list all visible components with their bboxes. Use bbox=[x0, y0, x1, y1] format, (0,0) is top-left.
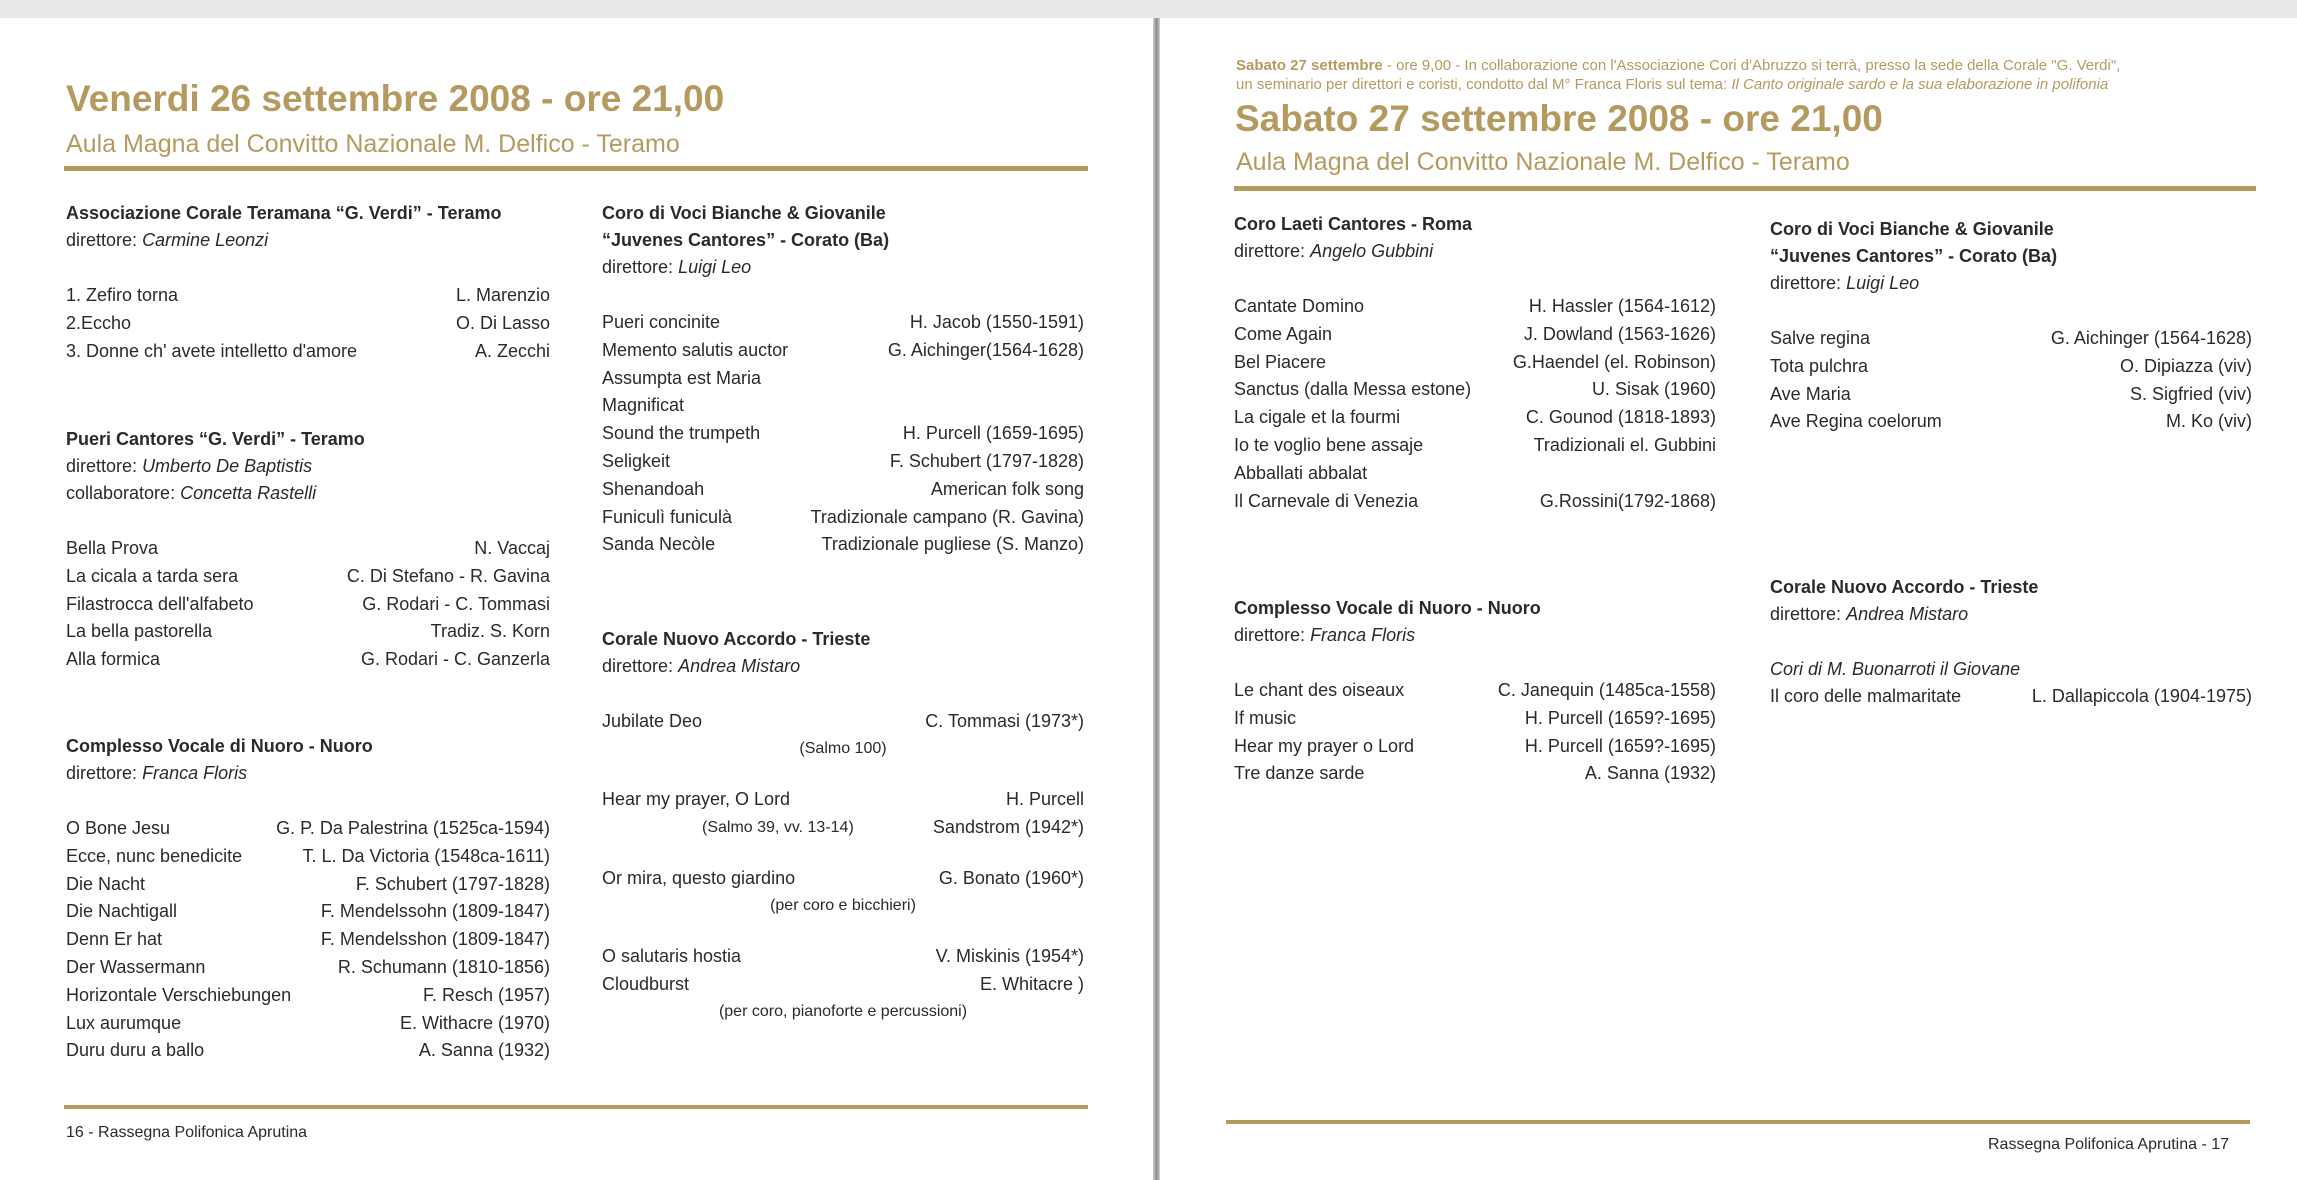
program-item: Or mira, questo giardino G. Bonato (1960*) bbox=[602, 868, 1084, 889]
program-item: Sanctus (dalla Messa estone) U. Sisak (1960) bbox=[1234, 379, 1716, 400]
program-item: Il Carnevale di Venezia G.Rossini(1792-1868) bbox=[1234, 490, 1716, 511]
program-block bbox=[66, 200, 550, 426]
program-block bbox=[1234, 595, 1716, 788]
program-item: Io te voglio bene assaje Tradizionali el. Gubbini bbox=[1234, 434, 1716, 455]
program-item: Jubilate Deo C. Tommasi (1973*) bbox=[602, 711, 1084, 731]
program-block bbox=[1770, 216, 2252, 574]
program-item: La cicala a tarda sera C. Di Stefano - R. Gavina bbox=[66, 565, 550, 586]
choir-name: Complesso Vocale di Nuoro - Nuoro bbox=[1234, 598, 1541, 618]
program-item: O Bone Jesu G. P. Da Palestrina (1525ca-1594) bbox=[66, 818, 550, 838]
program-item: Shenandoah American folk song bbox=[602, 478, 1084, 499]
director-line: direttore: Luigi Leo bbox=[1770, 273, 1920, 293]
right-column-1 bbox=[1234, 211, 1716, 788]
director-name: Angelo Gubbini bbox=[1310, 241, 1434, 261]
seminar-note: Sabato 27 settembre - ore 9,00 - In collaborazione con l'Associazione Cori d'Abruzzo si terrà, presso la sede della Corale "G. Verdi", un seminario per direttori e coristi, condotto dal M° Franca Floris sul tema: Il Canto originale sardo e la sua elaborazione in polifonia bbox=[1236, 57, 2121, 93]
program-item: Die Nacht F. Schubert (1797-1828) bbox=[66, 873, 550, 894]
program-item: Sanda Necòle Tradizionale pugliese (S. Manzo) bbox=[602, 534, 1084, 555]
director-name: Franca Floris bbox=[1310, 625, 1416, 645]
program-item: Alla formica G. Rodari - C. Ganzerla bbox=[66, 649, 550, 670]
left-column-1 bbox=[66, 200, 550, 1065]
program-item: Pueri concinite H. Jacob (1550-1591) bbox=[602, 312, 1084, 332]
director-line: direttore: Franca Floris bbox=[66, 763, 248, 783]
director-name: Andrea Mistaro bbox=[678, 656, 801, 676]
page-fold bbox=[1153, 18, 1160, 1180]
cycle-title: Cori di M. Buonarroti il Giovane bbox=[1770, 659, 2021, 679]
choir-name: Complesso Vocale di Nuoro - Nuoro bbox=[66, 736, 373, 756]
seminar-topic: Il Canto originale sardo e la sua elaborazione in polifonia bbox=[1731, 76, 2109, 93]
program-item: Memento salutis auctor G. Aichinger(1564-1628) bbox=[602, 339, 1084, 360]
director-line: direttore: Angelo Gubbini bbox=[1234, 241, 1434, 261]
program-item: Cloudburst E. Whitacre ) bbox=[602, 973, 1084, 994]
program-block bbox=[1234, 211, 1716, 595]
program-item: Duru duru a ballo A. Sanna (1932) bbox=[66, 1040, 550, 1061]
right-column-2 bbox=[1770, 216, 2252, 711]
right-header-rule bbox=[1234, 186, 2256, 191]
program-block bbox=[66, 733, 550, 1065]
director-name: Umberto De Baptistis bbox=[142, 456, 313, 476]
program-item: Seligkeit F. Schubert (1797-1828) bbox=[602, 450, 1084, 471]
program-item: O salutaris hostia V. Miskinis (1954*) bbox=[602, 946, 1084, 967]
choir-name-line-2: “Juvenes Cantores” - Corato (Ba) bbox=[1770, 246, 2058, 266]
program-group bbox=[602, 786, 1084, 842]
program-item: Horizontale Verschiebungen F. Resch (1957) bbox=[66, 984, 550, 1005]
program-item: Salve regina G. Aichinger (1564-1628) bbox=[1770, 328, 2252, 348]
program-item: Cantate Domino H. Hassler (1564-1612) bbox=[1234, 296, 1716, 316]
left-footer-rule bbox=[64, 1105, 1088, 1109]
program-group bbox=[602, 708, 1084, 762]
program-item: If music H. Purcell (1659?-1695) bbox=[1234, 707, 1716, 728]
program-block bbox=[602, 626, 1084, 1025]
program-item: Der Wassermann R. Schumann (1810-1856) bbox=[66, 956, 550, 977]
program-item: Denn Er hat F. Mendelsshon (1809-1847) bbox=[66, 929, 550, 950]
program-item: 2.Eccho O. Di Lasso bbox=[66, 312, 550, 333]
choir-name: Associazione Corale Teramana “G. Verdi” - Teramo bbox=[66, 203, 502, 223]
program-item: Bella Prova N. Vaccaj bbox=[66, 538, 550, 558]
item-note: (per coro e bicchieri) bbox=[770, 897, 916, 915]
director-line: direttore: Luigi Leo bbox=[602, 257, 752, 277]
program-item: Die Nachtigall F. Mendelssohn (1809-1847) bbox=[66, 901, 550, 922]
choir-name: Coro di Voci Bianche & Giovanile bbox=[1770, 219, 2054, 239]
program-item: Funiculì funiculà Tradizionale campano (R. Gavina) bbox=[602, 506, 1084, 527]
left-concert-title: Venerdi 26 settembre 2008 - ore 21,00 bbox=[66, 78, 725, 119]
collaborator-name: Concetta Rastelli bbox=[180, 483, 317, 503]
director-line: direttore: Andrea Mistaro bbox=[1770, 604, 1969, 624]
program-item: Ecce, nunc benedicite T. L. Da Victoria (1548ca-1611) bbox=[66, 845, 550, 866]
right-concert-title: Sabato 27 settembre 2008 - ore 21,00 bbox=[1235, 98, 1883, 139]
program-item: La cigale et la fourmi C. Gounod (1818-1893) bbox=[1234, 407, 1716, 428]
choir-name: Pueri Cantores “G. Verdi” - Teramo bbox=[66, 429, 365, 449]
program-item: Tota pulchra O. Dipiazza (viv) bbox=[1770, 355, 2252, 376]
program-block bbox=[602, 200, 1084, 626]
choir-name: Corale Nuovo Accordo - Trieste bbox=[602, 629, 871, 649]
choir-name: Coro di Voci Bianche & Giovanile bbox=[602, 203, 886, 223]
director-line: direttore: Franca Floris bbox=[1234, 625, 1416, 645]
program-item: Ave Maria S. Sigfried (viv) bbox=[1770, 383, 2252, 404]
program-group bbox=[602, 865, 1084, 919]
director-line: direttore: Andrea Mistaro bbox=[602, 656, 801, 676]
right-venue: Aula Magna del Convitto Nazionale M. Delfico - Teramo bbox=[1236, 148, 1850, 176]
program-item: La bella pastorella Tradiz. S. Korn bbox=[66, 621, 550, 642]
program-block bbox=[66, 426, 550, 733]
right-page-footer: Rassegna Polifonica Aprutina - 17 bbox=[1988, 1136, 2230, 1153]
program-item: Hear my prayer, O Lord H. Purcell bbox=[602, 788, 1084, 809]
left-column-2 bbox=[602, 200, 1084, 1049]
program-group bbox=[602, 943, 1084, 1025]
program-block bbox=[1770, 574, 2252, 711]
program-item: Come Again J. Dowland (1563-1626) bbox=[1234, 323, 1716, 344]
program-item: Hear my prayer o Lord H. Purcell (1659?-1695) bbox=[1234, 735, 1716, 756]
choir-name: Corale Nuovo Accordo - Trieste bbox=[1770, 577, 2039, 597]
program-item: Filastrocca dell'alfabeto G. Rodari - C. Tommasi bbox=[66, 593, 550, 614]
director-name: Carmine Leonzi bbox=[142, 230, 269, 250]
program-item: Sound the trumpeth H. Purcell (1659-1695) bbox=[602, 423, 1084, 444]
left-page-footer: 16 - Rassegna Polifonica Aprutina bbox=[66, 1124, 308, 1141]
program-item: Abballati abbalat bbox=[1234, 462, 1368, 483]
director-name: Franca Floris bbox=[142, 763, 248, 783]
director-name: Luigi Leo bbox=[1846, 273, 1920, 293]
collaborator-line: collaboratore: Concetta Rastelli bbox=[66, 483, 317, 503]
item-note: (Salmo 100) bbox=[799, 739, 887, 757]
left-header-rule bbox=[64, 166, 1088, 171]
program-item: 1. Zefiro torna L. Marenzio bbox=[66, 285, 550, 305]
program-item: (Salmo 39, vv. 13-14) Sandstrom (1942*) bbox=[702, 816, 1084, 837]
director-name: Andrea Mistaro bbox=[1846, 604, 1969, 624]
program-item: 3. Donne ch' avete intelletto d'amore A. Zecchi bbox=[66, 340, 550, 361]
left-venue: Aula Magna del Convitto Nazionale M. Delfico - Teramo bbox=[66, 130, 680, 158]
director-line: direttore: Umberto De Baptistis bbox=[66, 456, 313, 476]
seminar-date: Sabato 27 settembre bbox=[1236, 57, 1383, 74]
program-item: Le chant des oiseaux C. Janequin (1485ca-1558) bbox=[1234, 680, 1716, 700]
program-item: Ave Regina coelorum M. Ko (viv) bbox=[1770, 411, 2252, 432]
right-footer-rule bbox=[1226, 1120, 2250, 1124]
choir-name: Coro Laeti Cantores - Roma bbox=[1234, 214, 1473, 234]
choir-name-line-2: “Juvenes Cantores” - Corato (Ba) bbox=[602, 230, 890, 250]
director-line: direttore: Carmine Leonzi bbox=[66, 230, 269, 250]
program-item: Tre danze sarde A. Sanna (1932) bbox=[1234, 763, 1716, 784]
item-note: (per coro, pianoforte e percussioni) bbox=[718, 1002, 968, 1020]
program-item: Bel Piacere G.Haendel (el. Robinson) bbox=[1234, 351, 1716, 372]
program-item: Il coro delle malmaritate L. Dallapiccola (1904-1975) bbox=[1770, 686, 2252, 706]
program-item: Magnificat bbox=[602, 395, 685, 416]
program-item: Assumpta est Maria bbox=[602, 367, 762, 388]
director-name: Luigi Leo bbox=[678, 257, 752, 277]
program-item: Lux aurumque E. Withacre (1970) bbox=[66, 1012, 550, 1033]
